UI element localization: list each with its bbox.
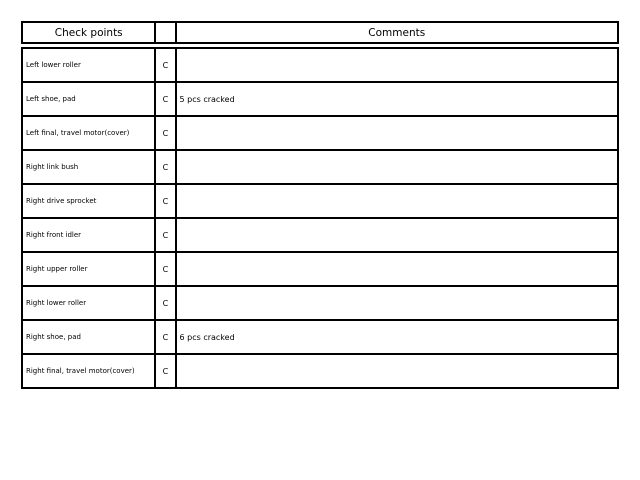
check-point-cell: Right front idler — [22, 218, 155, 252]
check-point-cell: Right lower roller — [22, 286, 155, 320]
grade-cell: C — [155, 184, 175, 218]
comments-header: Comments — [176, 22, 619, 43]
check-point-cell: Left lower roller — [22, 48, 155, 82]
grade-cell: C — [155, 320, 175, 354]
check-point-cell: Right final, travel motor(cover) — [22, 354, 155, 388]
grade-cell: C — [155, 286, 175, 320]
grade-cell: C — [155, 116, 175, 150]
table-row — [22, 150, 618, 184]
comment-cell — [176, 184, 619, 218]
table-row — [22, 184, 618, 218]
inspection-body-table — [21, 47, 619, 389]
table-row — [22, 48, 618, 82]
table-row — [22, 218, 618, 252]
table-row — [22, 354, 618, 388]
comment-cell: 5 pcs cracked — [176, 82, 619, 116]
comment-cell — [176, 354, 619, 388]
table-row — [22, 252, 618, 286]
comment-cell — [176, 150, 619, 184]
check-point-cell: Right link bush — [22, 150, 155, 184]
grade-cell: C — [155, 82, 175, 116]
grade-header — [155, 22, 175, 43]
table-row — [22, 286, 618, 320]
table-row — [22, 320, 618, 354]
grade-cell: C — [155, 48, 175, 82]
grade-cell: C — [155, 218, 175, 252]
grade-cell: C — [155, 150, 175, 184]
comment-cell — [176, 252, 619, 286]
check-point-cell: Left final, travel motor(cover) — [22, 116, 155, 150]
header-row — [22, 22, 618, 43]
comment-cell — [176, 116, 619, 150]
comment-cell — [176, 218, 619, 252]
check-point-cell: Left shoe, pad — [22, 82, 155, 116]
table-row — [22, 116, 618, 150]
grade-cell: C — [155, 354, 175, 388]
check-point-cell: Right shoe, pad — [22, 320, 155, 354]
comment-cell — [176, 286, 619, 320]
inspection-header-table — [21, 21, 619, 44]
comment-cell — [176, 48, 619, 82]
check-point-cell: Right upper roller — [22, 252, 155, 286]
check-points-header: Check points — [22, 22, 155, 43]
grade-cell: C — [155, 252, 175, 286]
table-row — [22, 82, 618, 116]
comment-cell: 6 pcs cracked — [176, 320, 619, 354]
check-point-cell: Right drive sprocket — [22, 184, 155, 218]
